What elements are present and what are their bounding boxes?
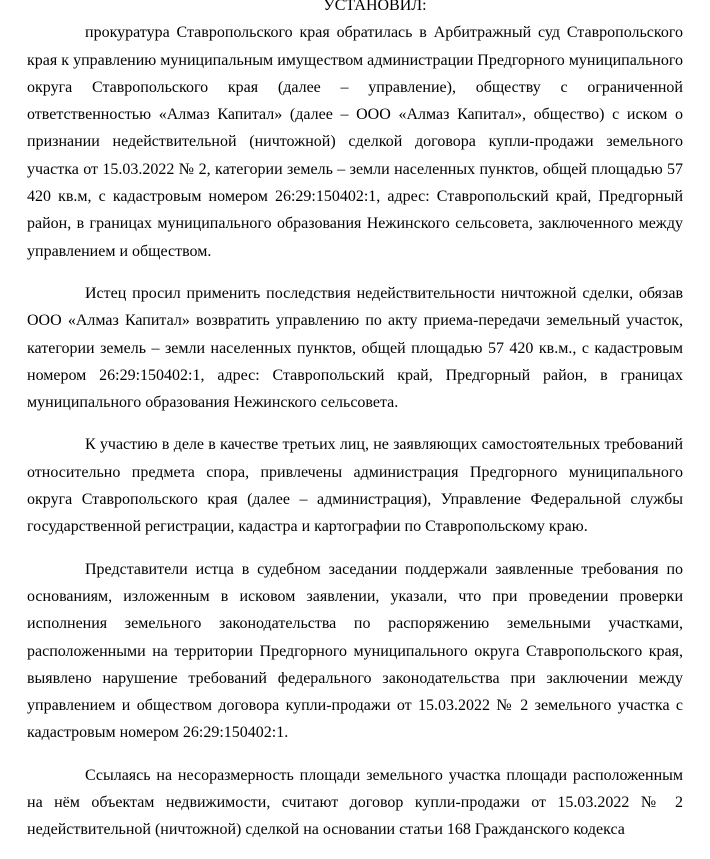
paragraph-plaintiff-position: Представители истца в судебном заседании поддержали заявленные требования по основаниям, изложенным в исковом заявлении, указали, что при проведении проверки исполнения земельного законодательства по распоряжению земельными участками, расположенными на территории Предгорного муниципального округа Ставропольского края, выявлено нарушение требований федерального законодательства при заключении между управлением и обществом договора купли-продажи от 15.03.2022 № 2 земельного участка с кадастровым номером 26:29:150402:1. [27, 560, 683, 742]
paragraph-third-parties: К участию в деле в качестве третьих лиц, не заявляющих самостоятельных требований относительно предмета спора, привлечены администрация Предгорного муниципального округа Ставропольского края (далее – администрация), Управление Федеральной службы государственной регистрации, кадастра и картографии по Ставропольскому краю. [27, 436, 683, 536]
paragraph-claim: прокуратура Ставропольского края обратилась в Арбитражный суд Ставропольского края к управлению муниципальным имуществом администрации Предгорного муниципального округа Ставропольского края (далее – управление), обществу с ограниченной ответственностью «Алмаз Капитал» (далее – ООО «Алмаз Капитал», общество) с иском о признании недействительной (ничтожной) сделкой договора купли-продажи земельного участка от 15.03.2022 № 2, категории земель – земли населенных пунктов, общей площадью 57 420 кв.м, с кадастровым номером 26:29:150402:1, адрес: Ставропольский край, Предгорный район, в границах муниципального образования Нежинского сельсовета, заключенного между управлением и обществом. [27, 24, 683, 260]
paragraph-consequences: Истец просил применить последствия недействительности ничтожной сделки, обязав ООО «Алмаз Капитал» возвратить управлению по акту приема-передачи земельный участок, категории земель – земли населенных пунктов, общей площадью 57 420 кв.м., с кадастровым номером 26:29:150402:1, адрес: Ставропольский край, Предгорный район, в границах муниципального образования Нежинского сельсовета. [27, 284, 683, 412]
section-heading: УСТАНОВИЛ: [323, 0, 427, 14]
paragraph-disproportion: Ссылаясь на несоразмерность площади земельного участка площади расположенным на нём объектам недвижимости, считают договор купли-продажи от 15.03.2022 № 2 недействительной (ничтожной) сделкой на основании статьи 168 Гражданского кодекса [27, 766, 683, 839]
